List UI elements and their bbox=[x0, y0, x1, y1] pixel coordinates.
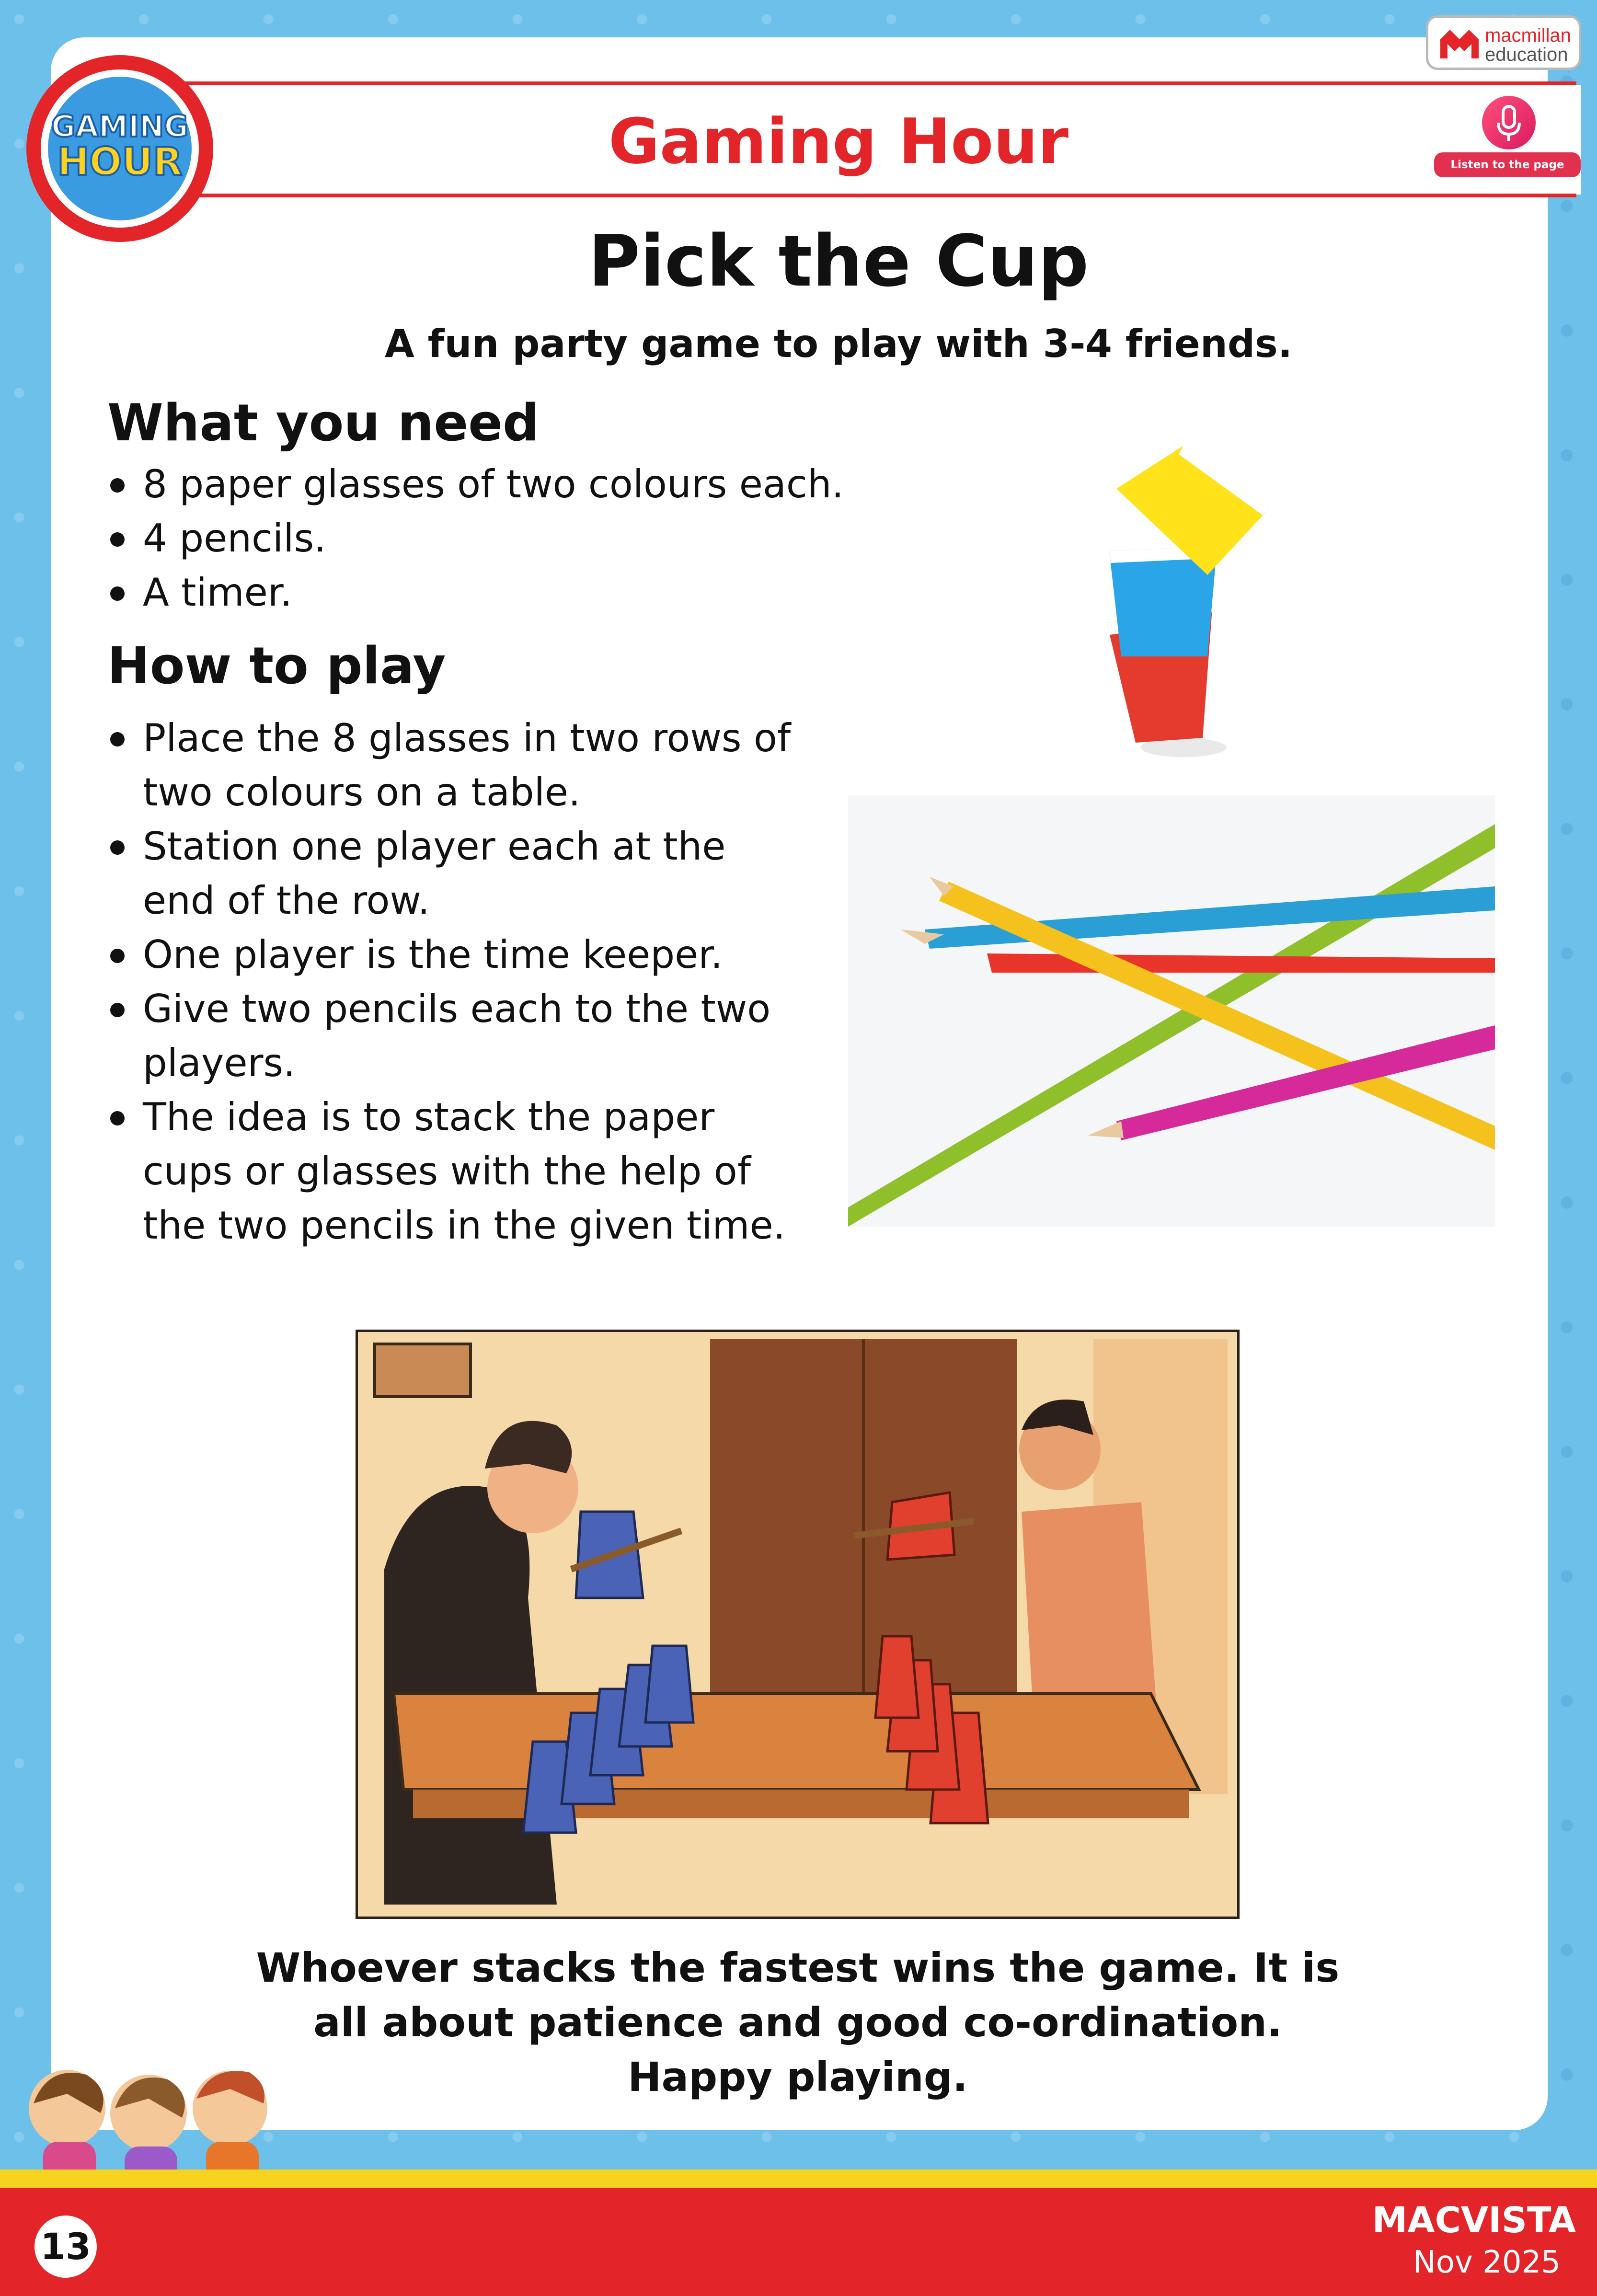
publisher-line2: education bbox=[1485, 44, 1568, 65]
colored-pencils-photo bbox=[848, 795, 1495, 1227]
section-title: Gaming Hour bbox=[608, 105, 1069, 178]
header-top-rule bbox=[144, 81, 1576, 85]
audio-label: Listen to the page audio bbox=[1434, 152, 1581, 177]
badge-line1: GAMING bbox=[51, 109, 189, 144]
play-heading: How to play bbox=[107, 636, 446, 695]
macmillan-m-icon bbox=[1438, 27, 1481, 61]
microphone-icon bbox=[1482, 96, 1536, 149]
list-item: Place the 8 glasses in two rows of two colours on a table. bbox=[107, 711, 802, 819]
gaming-hour-badge bbox=[19, 53, 220, 244]
macmillan-logo bbox=[1426, 15, 1581, 70]
play-list bbox=[107, 711, 802, 1252]
need-list bbox=[107, 457, 1018, 620]
issue-date: Nov 2025 bbox=[1413, 2245, 1561, 2280]
list-item: 8 paper glasses of two colours each. bbox=[107, 457, 1018, 511]
footer-accent-strip bbox=[0, 2170, 1597, 2188]
list-item: The idea is to stack the paper cups or glasses with the help of the two pencils in the given time. bbox=[107, 1090, 802, 1252]
article-subtitle: A fun party game to play with 3-4 friends. bbox=[384, 321, 1293, 366]
list-item: 4 pencils. bbox=[107, 511, 1018, 565]
stacked-cups-photo bbox=[1064, 431, 1279, 767]
header-bottom-rule bbox=[144, 194, 1576, 197]
list-item: One player is the time keeper. bbox=[107, 928, 802, 982]
footer-bar bbox=[0, 2188, 1597, 2296]
list-item: A timer. bbox=[107, 565, 1018, 620]
list-item: Station one player each at the end of the row. bbox=[107, 819, 802, 928]
badge-line2: HOUR bbox=[57, 139, 183, 184]
listen-audio-button[interactable] bbox=[1434, 96, 1581, 196]
players-stacking-cups-illustration bbox=[356, 1330, 1240, 1919]
article-title: Pick the Cup bbox=[588, 220, 1089, 302]
closing-text: Whoever stacks the fastest wins the game. It is all about patience and good co-ordination. Happy playing. bbox=[256, 1944, 1340, 2101]
page-number: 13 bbox=[34, 2216, 97, 2278]
list-item: Give two pencils each to the two players. bbox=[107, 982, 802, 1090]
magazine-name: MACVISTA bbox=[1372, 2200, 1576, 2241]
need-heading: What you need bbox=[107, 393, 539, 452]
publisher-line1: macmillan bbox=[1485, 25, 1572, 46]
